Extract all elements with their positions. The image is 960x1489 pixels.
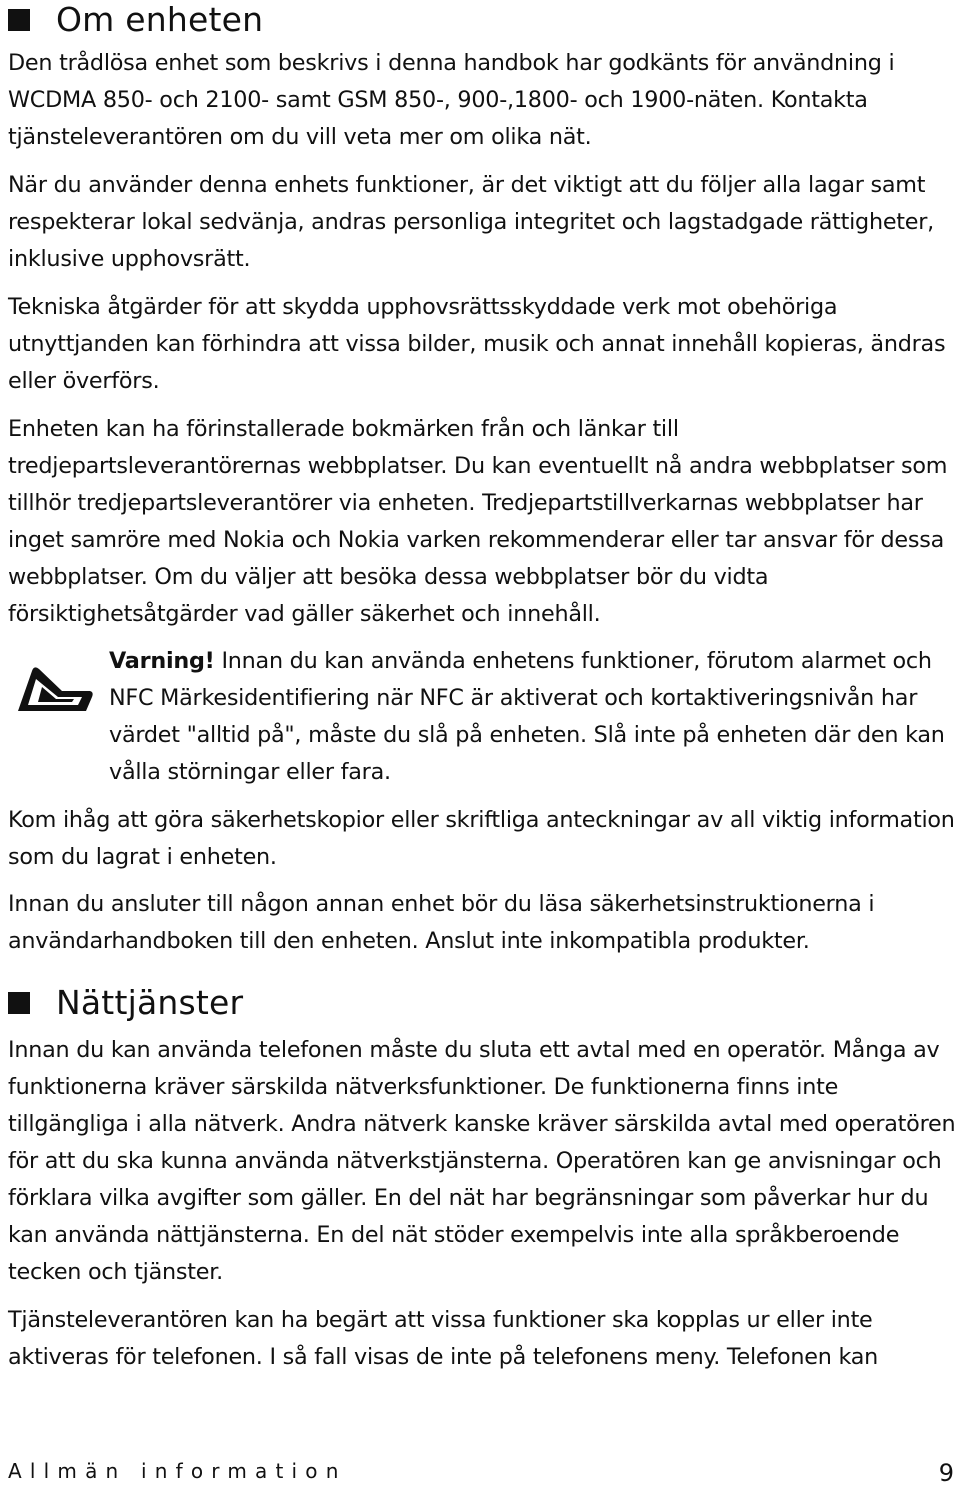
page-footer — [8, 1455, 954, 1487]
section-heading-text: Om enheten — [56, 0, 264, 39]
paragraph: Innan du ansluter till någon annan enhet bör du läsa säkerhetsinstruktionerna i användarhandboken till den enheten. Anslut inte inkompatibla produkter. — [8, 891, 875, 954]
warning-note — [8, 643, 958, 793]
warning-label: Varning! — [109, 648, 215, 674]
heading-square-bullet — [8, 9, 30, 31]
paragraph: Kom ihåg att göra säkerhetskopior eller skriftliga anteckningar av all viktig information som du lagrat i enheten. — [8, 807, 955, 870]
paragraph: Tekniska åtgärder för att skydda upphovsrättsskyddade verk mot obehöriga utnyttjanden kan förhindra att vissa bilder, musik och annat innehåll kopieras, ändras eller överförs. — [8, 294, 946, 394]
warning-body: Innan du kan använda enhetens funktioner, förutom alarmet och NFC Märkesidentifiering när NFC är aktiverat och kortaktiveringsnivån har värdet "alltid på", måste du slå på enheten. Slå inte på enheten där den kan vålla störningar eller fara. — [109, 648, 945, 785]
section-heading-nattjanster — [8, 983, 243, 1023]
section-heading-om-enheten — [8, 0, 263, 40]
paragraph: Enheten kan ha förinstallerade bokmärken från och länkar till tredjepartsleverantörernas webbplatser. Du kan eventuellt nå andra webbplatser som tillhör tredjepartsleverantörer via enheten. Tredjepartstillverkarnas webbplatser har inget samröre med Nokia och Nokia varken rekommenderar eller tar ansvar för dessa webbplatser. Om du väljer att besöka dessa webbplatser bör du vidta försiktighetsåtgärder vad gäller säkerhet och innehåll. — [8, 416, 948, 627]
footer-section-title: Allmän information — [8, 1459, 347, 1483]
paragraph: Tjänsteleverantören kan ha begärt att vissa funktioner ska kopplas ur eller inte aktiveras för telefonen. I så fall visas de inte på telefonens meny. Telefonen kan — [8, 1307, 879, 1370]
paragraph: När du använder denna enhets funktioner, är det viktigt att du följer alla lagar samt respekterar lokal sedvänja, andras personliga integritet och lagstadgade rättigheter, inklusive upphovsrätt. — [8, 172, 935, 272]
page-number: 9 — [938, 1459, 954, 1487]
warning-text — [109, 643, 959, 791]
paragraph: Innan du kan använda telefonen måste du sluta ett avtal med en operatör. Många av funktionerna kräver särskilda nätverksfunktioner. De funktionerna finns inte tillgängliga i alla nätverk. Andra nätverk kanske kräver särskilda avtal med operatören för att du ska kunna använda nätverkstjänsterna. Operatören kan ge anvisningar och förklara vilka avgifter som gäller. En del nät har begränsningar som påverkar hur du kan använda nättjänsterna. En del nät stöder exempelvis inte alla språkberoende tecken och tjänster. — [8, 1037, 956, 1285]
section-heading-text: Nättjänster — [56, 983, 244, 1022]
heading-square-bullet — [8, 992, 30, 1014]
warning-icon — [12, 661, 94, 713]
paragraph: Den trådlösa enhet som beskrivs i denna handbok har godkänts för användning i WCDMA 850- och 2100- samt GSM 850-, 900-,1800- och 1900-näten. Kontakta tjänsteleverantören om du vill veta mer om olika nät. — [8, 50, 895, 150]
